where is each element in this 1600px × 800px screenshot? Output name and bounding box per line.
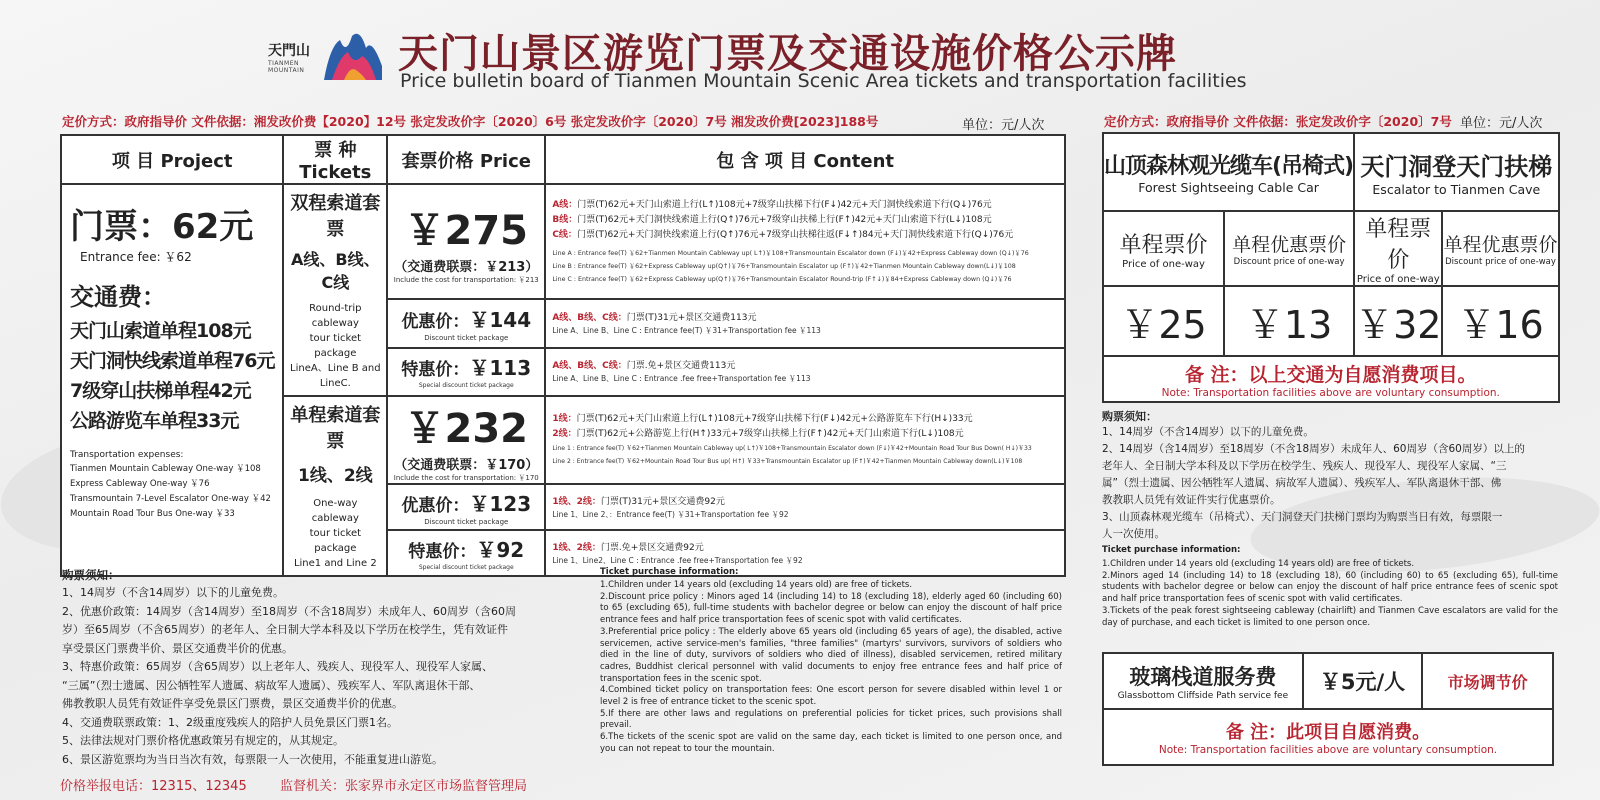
ticket-type-en-line: LineA、Line B and LineC. xyxy=(290,363,381,389)
transport-item: 天门洞快线索道单程76元 xyxy=(70,350,275,372)
discount-label-cell xyxy=(1442,211,1558,286)
notes-item: 老年人、全日制大学本科及以下学历在校学生、残疾人、现役军人、现役军人家属、“三 xyxy=(1102,460,1507,472)
entrance-fee-en: Entrance fee: ￥62 xyxy=(80,250,192,264)
transport-item: 天门山索道单程108元 xyxy=(70,320,251,342)
remark-cell xyxy=(1103,356,1559,402)
notes-item: 2、优惠价政策：14周岁（含14周岁）至18周岁（不含18周岁）未成年人、60周岁（含60周 xyxy=(62,604,516,618)
special-en: Special discount ticket package xyxy=(418,382,514,390)
transport-en-title: Transportation expenses: xyxy=(70,450,184,460)
ticket-lines: A线、B线、C线 xyxy=(291,250,380,292)
discount-cn: 单程优惠票价 xyxy=(1232,234,1347,256)
discount-price: ￥144 xyxy=(469,308,532,333)
ticket-type-en-line: tour ticket package xyxy=(309,333,362,359)
glass-remark-en: Note: Transportation facilities above are voluntary consumption. xyxy=(1158,744,1498,756)
table-row xyxy=(61,184,1065,299)
content-en-line: Line C : Entrance fee(T) ￥62+Express Cableway up(Q↑)￥76+Transmountain Escalator Round-trip (F↑↓)￥84+Express Cableway down (Q↓)￥76 xyxy=(552,275,1012,283)
glass-walkway-table xyxy=(1102,652,1554,766)
discount-price-cell xyxy=(387,484,545,530)
supervisor: 监督机关：张家界市永定区市场监督管理局 xyxy=(280,779,528,794)
table-row xyxy=(1103,211,1559,286)
special-price-cell xyxy=(387,348,545,396)
glass-price: ￥5元/人 xyxy=(1303,653,1423,709)
ticket-type-en-line: One-way cableway xyxy=(311,498,359,524)
discount-label-cell xyxy=(1224,211,1354,286)
discount-price-cell xyxy=(387,299,545,347)
pricing-basis: 定价方式：政府指导价 文件依据：湘发改价费【2020】12号 张定发改价字〔2020〕6号 张定发改价字〔2020〕7号 湘发改价费[2023]188号 xyxy=(62,114,879,129)
price-cell: ￥16 xyxy=(1442,286,1558,356)
page-title: 天门山景区游览门票及交通设施价格公示牌 xyxy=(398,31,1177,77)
content-en-line: Line 1、Line 2、：Entrance fee(T) ￥31+Transportation fee ￥92 xyxy=(552,509,789,519)
price-cell: ￥32 xyxy=(1354,286,1442,356)
content-en-line: Line A、Line B、Line C : Entrance fee(T) ￥31+Transportation fee ￥113 xyxy=(552,326,821,336)
table-row xyxy=(1103,653,1553,709)
line-label: 1线、2线： xyxy=(552,496,601,507)
content-en-line: Line 2 : Entrance fee(T) ￥62+Mountain Road Tour Bus up( H↑) ￥33+Transmountain Escalator up (F↑)￥42+Tianmen Mountain Cableway down(L↓)￥108 xyxy=(552,458,1023,465)
notes-item: 4、交通费联票政策：1、2级重度残疾人的陪护人员免景区门票1名。 xyxy=(62,715,398,729)
page-subtitle: Price bulletin board of Tianmen Mountain Scenic Area tickets and transportation facilities xyxy=(400,70,1247,92)
transport-en-item: Transmountain 7-Level Escalator One-way ￥42 xyxy=(70,494,271,504)
package-price: ￥275 xyxy=(404,207,529,254)
line-content: 门票(T)62元+天门洞快线索道上行(Q↑)76元+7级穿山扶梯上行(F↑)42元+天门山索道下行(L↓)108元 xyxy=(577,214,992,225)
package-price: ￥232 xyxy=(404,406,529,452)
header-content: 包 含 项 目 Content xyxy=(545,135,1065,184)
transport-table xyxy=(1102,132,1560,403)
header-tickets: 票 种 Tickets xyxy=(283,135,387,184)
content-cell xyxy=(545,348,1065,396)
transport-list xyxy=(70,316,274,436)
ticket-type-en xyxy=(288,301,382,391)
content-cell xyxy=(545,484,1065,530)
table-row xyxy=(1103,286,1559,356)
content-cell xyxy=(545,184,1065,299)
oneway-en: Price of one-way xyxy=(1122,258,1205,270)
transport-title: 交通费： xyxy=(70,283,166,311)
cable-car-cn: 山顶森林观光缆车(吊椅式) xyxy=(1104,154,1354,179)
line-content: 门票(T)62元+天门洞快线索道上行(Q↑)76元+7级穿山扶梯往返(F↓↑)84元+天门洞快线索道下行(Q↓)76元 xyxy=(576,229,1014,240)
oneway-cn: 单程票价 xyxy=(1365,217,1432,273)
transport-combo: （交通费联票：￥170） xyxy=(394,458,539,473)
line-label: A线、B线、C线： xyxy=(552,361,627,372)
escalator-cn: 天门洞登天门扶梯 xyxy=(1360,153,1553,181)
line-content: 门票(T)62元+天门山索道上行(L↑)108元+7级穿山扶梯下行(F↓)42元+公路游览车下行(H↓)33元 xyxy=(576,414,973,424)
right-unit-label: 单位：元/人次 xyxy=(1460,116,1543,131)
content-en-line: Line 1 : Entrance fee(T) ￥62+Tianmen Mountain Cableway up( L↑)￥108+Transmountain Escalator down (F↓)￥42+Mountain Road Tour Bus Down( H↓)￥33 xyxy=(552,445,1032,452)
glass-service-cell xyxy=(1103,653,1303,709)
transport-en-item: Mountain Road Tour Bus One-way ￥33 xyxy=(70,509,235,519)
discount-en: Discount price of one-way xyxy=(1445,257,1556,267)
line-content: 门票(T)31元+景区交通费113元 xyxy=(626,313,757,324)
oneway-label-cell xyxy=(1354,211,1442,286)
remark-cn: 备 注：以上交通为自愿消费项目。 xyxy=(1184,363,1477,386)
content-en-line: Line B : Entrance fee(T) ￥62+Express Cableway up(Q↑)￥76+Transmountain Escalator up (F↑)￥42+Tianmen Mountain Cableway down(L↓)￥108 xyxy=(552,262,1016,270)
discount-label: 优惠价： xyxy=(401,495,470,516)
ticket-type: 双程索道套票 xyxy=(290,193,381,240)
content-en-line: Line A、Line B、Line C : Entrance .fee free+Transportation fee ￥113 xyxy=(552,374,811,384)
notes-en-list xyxy=(600,580,1062,756)
notes-item: 属”（烈士遗属、因公牺牲军人遗属、病故军人遗属）、残疾军人、军队离退休干部、佛 xyxy=(1102,477,1502,489)
notes-en-item: 1.Children under 14 years old (excluding 14 years old) are free of tickets. xyxy=(600,580,913,590)
notes-item: 2、14周岁（含14周岁）至18周岁（不含18周岁）未成年人、60周岁（含60周岁）以上的 xyxy=(1102,443,1525,455)
content-cell xyxy=(545,396,1065,484)
line-content: 门票(T)62元+公路游览上行(H↑)33元+7级穿山扶梯上行(F↑)42元+天门山索道下行(L↓)108元 xyxy=(576,429,964,439)
line-content: 门票.免+景区交通费113元 xyxy=(626,361,736,372)
glass-remark-cell xyxy=(1103,709,1553,765)
special-price: ￥92 xyxy=(476,537,525,562)
notes-item: 3、山顶森林观光缆车（吊椅式）、天门洞登天门扶梯门票均为购票当日有效，每票限一 xyxy=(1102,511,1503,523)
escalator-header xyxy=(1354,133,1558,211)
content-en-line: Line A : Entrance fee(T) ￥62+Tianmen Mountain Cableway up( L↑)￥108+Transmountain Escalator down (F↓)￥42+Express Cableway down (Q↓)￥76 xyxy=(552,249,1029,257)
notes-en-item: 2.Minors aged 14 (including 14) to 18 (excluding 18), 60 (including 60) to 65 (excluding 65), full-time students with bachelor degree or below can enjoy the discount of half price entrance fees of scenic spot and half price transportation fees of scenic spot with valid certificates. xyxy=(1102,570,1558,605)
entrance-fee: 门票：62元 xyxy=(70,207,254,247)
ticket-type-cell xyxy=(283,184,387,396)
discount-label: 优惠价： xyxy=(401,312,470,333)
right-notes-title: 购票须知： xyxy=(1102,410,1157,423)
notes-item: “三属”（烈士遗属、因公牺牲军人遗属、病故军人遗属）、残疾军人、军队离退休干部、 xyxy=(62,678,481,692)
notes-item: 教教职人员凭有效证件实行优惠票价。 xyxy=(1102,494,1281,506)
content-en xyxy=(552,442,1058,468)
line-label: A线、B线、C线： xyxy=(552,313,627,324)
oneway-en: Price of one-way xyxy=(1356,274,1440,285)
notes-item: 6、景区游览票均为当日当次有效，每票限一人一次使用，不能重复进山游览。 xyxy=(62,752,443,766)
discount-en: Discount price of one-way xyxy=(1233,257,1345,267)
cable-car-en: Forest Sightseeing Cable Car xyxy=(1138,180,1319,195)
notes-item: 佛教教职人员凭有效证件享受免景区门票费，景区交通费半价的优惠。 xyxy=(62,697,403,710)
special-price-cell xyxy=(387,530,545,576)
price-cell: ￥13 xyxy=(1224,286,1354,356)
special-en: Special discount ticket package xyxy=(418,563,514,571)
transport-combo: （交通费联票：￥213） xyxy=(394,259,539,275)
escalator-en: Escalator to Tianmen Cave xyxy=(1372,182,1541,197)
discount-en: Discount ticket package xyxy=(424,334,509,343)
table-row xyxy=(1103,709,1553,765)
notes-item: 3、特惠价政策：65周岁（含65周岁）以上老年人、残疾人、现役军人、现役军人家属、 xyxy=(62,660,493,673)
logo xyxy=(268,26,388,84)
glass-service-en: Glassbottom Cliffside Path service fee xyxy=(1117,691,1289,701)
notes-list xyxy=(62,584,592,769)
header-project: 项 目 Project xyxy=(61,135,283,184)
remark-en: Note: Transportation facilities above are voluntary consumption. xyxy=(1161,386,1500,399)
price-cell: ￥25 xyxy=(1103,286,1224,356)
special-label: 特惠价： xyxy=(408,541,477,562)
glass-service-cn: 玻璃栈道服务费 xyxy=(1129,665,1277,689)
logo-en: TIANMEN MOUNTAIN xyxy=(268,60,305,74)
notes-en-item: 3.Tickets of the peak forest sightseeing cableway (chairlift) and Tianmen Cave escalators are valid for the day of purchase, and each ticket is limited to one person once. xyxy=(1102,605,1558,628)
package-price-cell xyxy=(387,396,545,484)
line-label: 1线、2线： xyxy=(552,542,601,553)
right-pricing-basis: 定价方式：政府指导价 文件依据：张定发改价字〔2020〕7号 xyxy=(1104,114,1452,129)
notes-en-item: 2.Discount price policy : Minors aged 14 (including 14) to 18 (excluding 18), elderly aged 60 (including 60) to 65 (excluding 65), full-time students with bachelor degree or below can enjoy the discount of half price entrance fees and half price transportation fees of scenic spot with valid certificates. xyxy=(600,591,1062,626)
notes-title: 购票须知： xyxy=(62,568,120,582)
notes-en-item: 6.The tickets of the scenic spot are valid on the same day, each ticket is limited to one person once, and you can not repeat to tour the mountain. xyxy=(600,732,1062,754)
right-notes-en-title: Ticket purchase information: xyxy=(1102,545,1241,555)
notes-item: 人一次使用。 xyxy=(1102,528,1165,540)
content-en xyxy=(552,247,1058,286)
mountain-logo-icon xyxy=(322,26,386,84)
right-notes-en-list xyxy=(1102,559,1558,629)
ticket-type-cell xyxy=(283,396,387,576)
report-phone: 价格举报电话：12315、12345 xyxy=(60,779,247,794)
line-content: 门票.免+景区交通费92元 xyxy=(600,542,704,553)
header-price: 套票价格 Price xyxy=(387,135,545,184)
line-content: 门票(T)62元+天门山索道上行(L↑)108元+7级穿山扶梯下行(F↓)42元+天门洞快线索道下行(Q↓)76元 xyxy=(577,199,992,210)
transport-combo-en: Include the cost for transportation: ￥213 xyxy=(393,275,539,284)
line-label: A线： xyxy=(552,199,578,210)
transport-en-item: Express Cableway One-way ￥76 xyxy=(70,479,210,489)
notes-en-title: Ticket purchase information: xyxy=(600,567,739,577)
table-row xyxy=(1103,356,1559,402)
ticket-lines: 1线、2线 xyxy=(297,466,373,486)
ticket-type-en-line: tour ticket package xyxy=(309,528,362,554)
content-cell xyxy=(545,299,1065,347)
price-table xyxy=(60,134,1066,577)
line-content: 门票(T)31元+景区交通费92元 xyxy=(600,496,725,507)
notes-en-item: 4.Combined ticket policy on transportation fees: One escort person for severe disabled within level 1 or level 2 is free of entrance ticket to the scenic spot. xyxy=(600,685,1062,708)
line-label: C线： xyxy=(552,229,577,240)
special-price: ￥113 xyxy=(469,356,532,381)
oneway-cn: 单程票价 xyxy=(1119,232,1208,258)
ticket-type-en-line: Round-trip cableway xyxy=(309,303,362,329)
notes-en-item: 1.Children under 14 years old (excluding 14 years old) are free of tickets. xyxy=(1102,559,1415,569)
notes-en-item: 5.If there are other laws and regulations on preferential policies for ticket prices, such provisions shall prevail. xyxy=(600,708,1062,731)
discount-cn: 单程优惠票价 xyxy=(1443,234,1558,256)
transport-combo-en: Include the cost for transportation: ￥170 xyxy=(393,474,539,482)
package-price-cell xyxy=(387,184,545,299)
content-en-line: Line 1、Line2、Line C : Entrance .fee free+Transportation fee ￥92 xyxy=(552,555,803,565)
transport-item: 公路游览车单程33元 xyxy=(70,410,239,432)
ticket-type: 单程索道套票 xyxy=(290,405,381,452)
project-cell xyxy=(61,184,283,576)
table-header-row xyxy=(61,135,1065,184)
notes-en-item: 3.Preferential price policy : The elderly above 65 years old (including 65 years of age), the disabled, active servicemen, active service-men's families, "three families" (martyrs' survivors, survivors of soldiers who died in the line of duty, survivors of soldiers who died of illness), disabled servicemen, retired military cadres, Buddhist clerical personnel with valid documents to enjoy free entrance fees and half price of transportation fees in the scenic spot. xyxy=(600,626,1062,684)
oneway-label-cell xyxy=(1103,211,1224,286)
notes-item: 5、法律法规对门票价格优惠政策另有规定的，从其规定。 xyxy=(62,734,344,747)
notes-item: 1、14周岁（不含14周岁）以下的儿童免费。 xyxy=(1102,426,1314,438)
transport-item: 7级穿山扶梯单程42元 xyxy=(70,380,251,402)
notes-item: 享受景区门票费半价、景区交通费半价的优惠。 xyxy=(62,641,293,655)
ticket-type-en-line: Line1 and Line 2 xyxy=(293,558,377,569)
table-row xyxy=(1103,133,1559,211)
discount-price: ￥123 xyxy=(469,491,532,516)
ticket-type-en xyxy=(288,496,382,571)
line-label: B线： xyxy=(552,214,578,225)
transport-en-list xyxy=(70,462,274,522)
notes-item: 1、14周岁（不含14周岁）以下的儿童免费。 xyxy=(62,586,284,599)
discount-en: Discount ticket package xyxy=(424,517,509,526)
glass-remark-cn: 备 注：此项目自愿消费。 xyxy=(1225,722,1431,743)
special-label: 特惠价： xyxy=(401,360,470,381)
right-notes-list xyxy=(1102,424,1562,543)
transport-en-item: Tianmen Mountain Cableway One-way ￥108 xyxy=(70,464,261,474)
line-label: 2线： xyxy=(552,429,577,439)
unit-label: 单位：元/人次 xyxy=(962,118,1045,133)
logo-cn: 天門山 xyxy=(268,43,310,59)
line-label: 1线： xyxy=(552,414,577,424)
notes-item: 岁）至65周岁（不含65周岁）的老年人、全日制大学本科及以下学历在校学生，凭有效证件 xyxy=(62,623,508,636)
cable-car-header xyxy=(1103,133,1354,211)
glass-policy: 市场调节价 xyxy=(1422,653,1553,709)
